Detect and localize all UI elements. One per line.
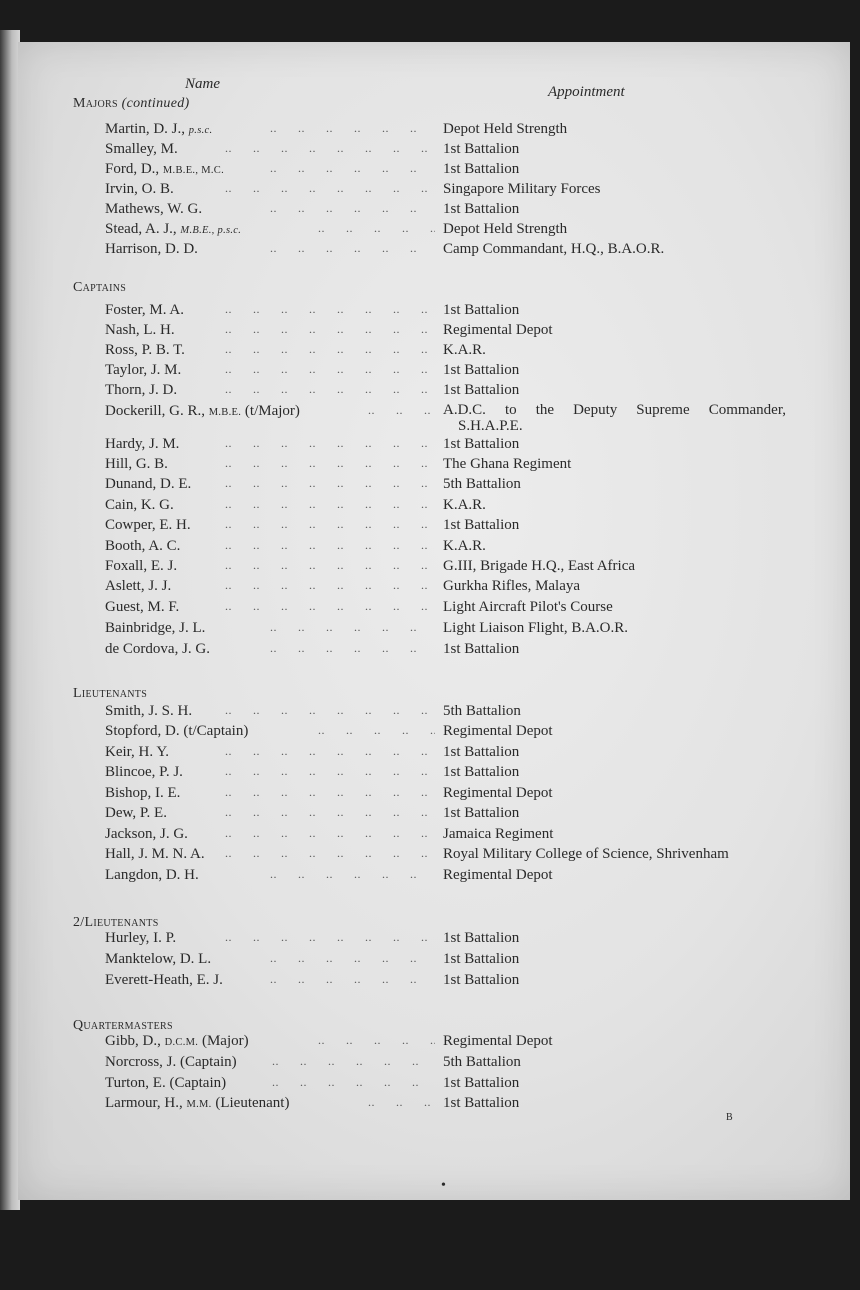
table-row: [0, 241, 860, 261]
appointment: A.D.C. to the Deputy Supreme Commander,: [443, 402, 786, 418]
table-row: [0, 826, 860, 846]
officer-name: Foxall, E. J.: [105, 558, 178, 574]
appointment: 1st Battalion: [443, 201, 520, 217]
officer-name: Gibb, D., D.C.M. (Major): [105, 1033, 249, 1049]
officer-name: Thorn, J. D.: [105, 382, 178, 398]
table-row: [0, 764, 860, 784]
appointment: 1st Battalion: [443, 972, 520, 988]
officer-name: Blincoe, P. J.: [105, 764, 183, 780]
appointment: Regimental Depot: [443, 867, 553, 883]
table-row: [0, 436, 860, 456]
appointment: 5th Battalion: [443, 476, 521, 492]
table-row: [0, 620, 860, 640]
table-row: [0, 201, 860, 221]
table-row: [0, 221, 860, 241]
section-title-text: Majors: [73, 96, 118, 111]
appointment: Camp Commandant, H.Q., B.A.O.R.: [443, 241, 665, 257]
officer-name: Harrison, D. D.: [105, 241, 198, 257]
table-row: [0, 867, 860, 887]
appointment: K.A.R.: [443, 342, 486, 358]
section-title-2-lieutenants: 2/Lieutenants: [73, 915, 159, 930]
section-title-lieutenants: Lieutenants: [73, 686, 148, 701]
officer-name: Stopford, D. (t/Captain): [105, 723, 249, 739]
officer-name: Hurley, I. P.: [105, 930, 177, 946]
table-row: [0, 382, 860, 402]
table-row: [0, 744, 860, 764]
appointment: 1st Battalion: [443, 1075, 520, 1091]
table-row: [0, 403, 860, 423]
officer-name: Mathews, W. G.: [105, 201, 203, 217]
table-row: [0, 703, 860, 723]
appointment: 1st Battalion: [443, 930, 520, 946]
appointment: 1st Battalion: [443, 141, 520, 157]
table-row: [0, 578, 860, 598]
table-row: [0, 456, 860, 476]
table-row: [0, 362, 860, 382]
appointment: Regimental Depot: [443, 723, 553, 739]
officer-name: Smith, J. S. H.: [105, 703, 193, 719]
officer-name: Irvin, O. B.: [105, 181, 174, 197]
table-row: [0, 805, 860, 825]
section-title-quartermasters: Quartermasters: [73, 1018, 173, 1033]
table-row: [0, 517, 860, 537]
appointment: Gurkha Rifles, Malaya: [443, 578, 581, 594]
table-row: [0, 785, 860, 805]
appointment: 1st Battalion: [443, 362, 520, 378]
appointment: Depot Held Strength: [443, 121, 568, 137]
table-row: [0, 302, 860, 322]
officer-name: Hardy, J. M.: [105, 436, 180, 452]
table-row: [0, 141, 860, 161]
officer-name: Dockerill, G. R., M.B.E. (t/Major): [105, 403, 300, 419]
officer-name: Hill, G. B.: [105, 456, 168, 472]
appointment: 1st Battalion: [443, 805, 520, 821]
table-row: [0, 538, 860, 558]
appointment-continuation: S.H.A.P.E.: [458, 418, 523, 434]
officer-name: Everett-Heath, E. J.: [105, 972, 223, 988]
table-row: [0, 1075, 860, 1095]
officer-name: Aslett, J. J.: [105, 578, 172, 594]
officer-name: Dunand, D. E.: [105, 476, 192, 492]
officer-name: Turton, E. (Captain): [105, 1075, 227, 1091]
appointment: 1st Battalion: [443, 641, 520, 657]
table-row: [0, 930, 860, 950]
column-header-appointment: Appointment: [548, 84, 625, 100]
officer-name: Dew, P. E.: [105, 805, 167, 821]
appointment: 1st Battalion: [443, 1095, 520, 1111]
table-row: [0, 846, 860, 866]
officer-name: Hall, J. M. N. A.: [105, 846, 205, 862]
table-row: [0, 951, 860, 971]
appointment: K.A.R.: [443, 497, 486, 513]
table-row: [0, 476, 860, 496]
officer-name: Taylor, J. M.: [105, 362, 182, 378]
officer-name: Stead, A. J., M.B.E., p.s.c.: [105, 221, 242, 237]
column-header-name: Name: [185, 76, 220, 92]
appointment: Regimental Depot: [443, 785, 553, 801]
officer-name: Ross, P. B. T.: [105, 342, 185, 358]
table-row: [0, 121, 860, 141]
appointment: Jamaica Regiment: [443, 826, 554, 842]
appointment: 1st Battalion: [443, 302, 520, 318]
appointment: 1st Battalion: [443, 436, 520, 452]
appointment: 1st Battalion: [443, 951, 520, 967]
officer-name: Booth, A. C.: [105, 538, 181, 554]
appointment: 1st Battalion: [443, 744, 520, 760]
table-row: [0, 1033, 860, 1053]
appointment: 5th Battalion: [443, 703, 521, 719]
table-row: [0, 322, 860, 342]
appointment: Singapore Military Forces: [443, 181, 601, 197]
officer-name: Smalley, M.: [105, 141, 178, 157]
officer-name: Larmour, H., M.M. (Lieutenant): [105, 1095, 290, 1111]
table-row: [0, 342, 860, 362]
officer-name: Martin, D. J., p.s.c.: [105, 121, 213, 137]
appointment: 1st Battalion: [443, 764, 520, 780]
table-row: [0, 497, 860, 517]
appointment: K.A.R.: [443, 538, 486, 554]
officer-name: Ford, D., M.B.E., M.C.: [105, 161, 224, 177]
officer-name: Guest, M. F.: [105, 599, 180, 615]
officer-name: Langdon, D. H.: [105, 867, 199, 883]
table-row: [0, 723, 860, 743]
appointment: Regimental Depot: [443, 1033, 553, 1049]
appointment: Royal Military College of Science, Shrivenham: [443, 846, 729, 862]
officer-name: Foster, M. A.: [105, 302, 184, 318]
officer-name: Bishop, I. E.: [105, 785, 181, 801]
table-row: [0, 972, 860, 992]
officer-name: Cain, K. G.: [105, 497, 174, 513]
appointment: 1st Battalion: [443, 382, 520, 398]
section-title-suffix: (continued): [121, 96, 190, 111]
appointment: Light Aircraft Pilot's Course: [443, 599, 613, 615]
officer-name: Bainbridge, J. L.: [105, 620, 206, 636]
appointment: The Ghana Regiment: [443, 456, 572, 472]
table-row: [0, 1054, 860, 1074]
officer-name: Keir, H. Y.: [105, 744, 169, 760]
table-row: [0, 599, 860, 619]
appointment: Depot Held Strength: [443, 221, 568, 237]
appointment: Light Liaison Flight, B.A.O.R.: [443, 620, 629, 636]
appointment: Regimental Depot: [443, 322, 553, 338]
officer-name: Nash, L. H.: [105, 322, 175, 338]
table-row: [0, 558, 860, 578]
officer-name: Manktelow, D. L.: [105, 951, 212, 967]
ink-mark: •: [441, 1178, 446, 1193]
officer-name: Jackson, J. G.: [105, 826, 188, 842]
section-title-majors: [73, 96, 189, 112]
section-title-captains: Captains: [73, 280, 127, 295]
page-signature-mark: B: [726, 1112, 733, 1123]
appointment: 1st Battalion: [443, 517, 520, 533]
appointment: G.III, Brigade H.Q., East Africa: [443, 558, 636, 574]
table-row: [0, 161, 860, 181]
table-row: [0, 181, 860, 201]
officer-name: Cowper, E. H.: [105, 517, 191, 533]
appointment: 5th Battalion: [443, 1054, 521, 1070]
officer-name: Norcross, J. (Captain): [105, 1054, 237, 1070]
table-row: [0, 641, 860, 661]
appointment: 1st Battalion: [443, 161, 520, 177]
officer-name: de Cordova, J. G.: [105, 641, 210, 657]
